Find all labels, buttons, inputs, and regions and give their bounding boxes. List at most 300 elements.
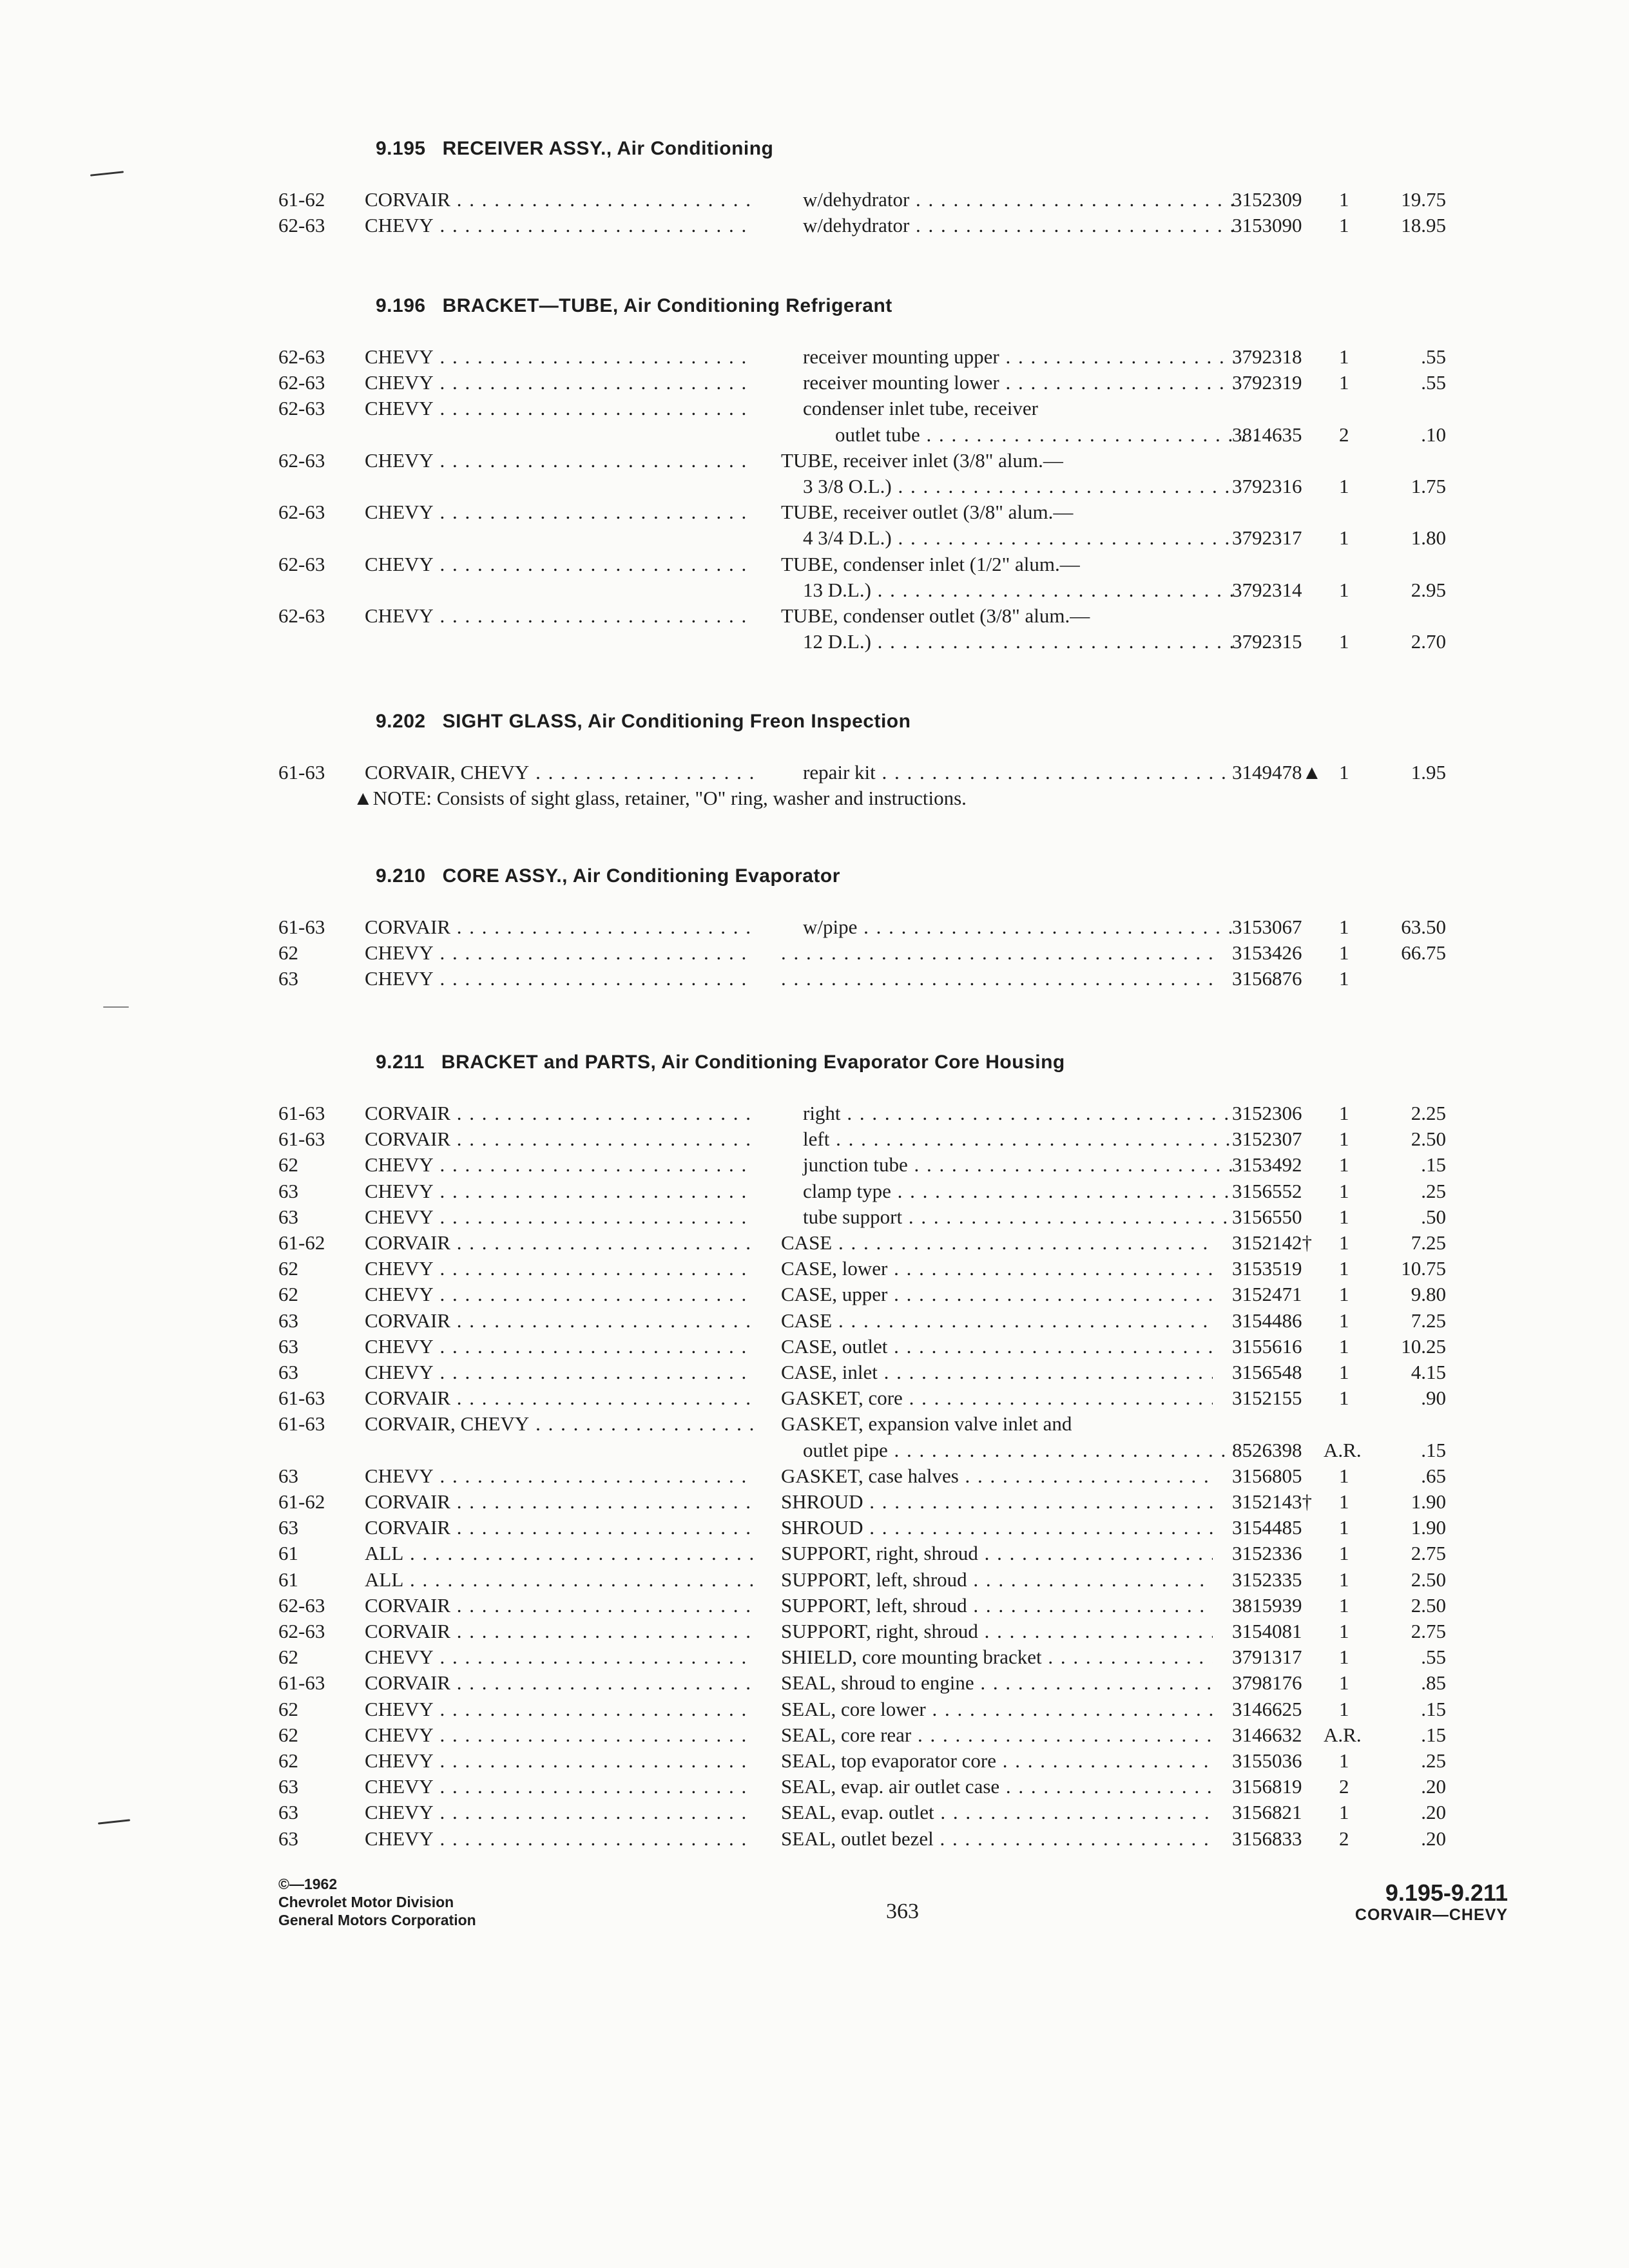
part-description-text: SUPPORT, right, shroud	[781, 1542, 978, 1564]
list-price: 18.95	[1401, 214, 1446, 236]
list-price: .25	[1421, 1749, 1446, 1772]
vehicle-model-label: CHEVY	[365, 1206, 434, 1228]
list-price: .25	[1421, 1180, 1446, 1202]
model-year: 61-63	[278, 1102, 325, 1124]
section-title: RECEIVER ASSY., Air Conditioning	[442, 138, 774, 159]
part-description-text: SEAL, outlet bezel	[781, 1827, 934, 1850]
list-price: 7.25	[1411, 1231, 1446, 1254]
part-description	[781, 1231, 1213, 1254]
part-number: 3154485	[1232, 1516, 1302, 1539]
quantity: 1	[1339, 630, 1349, 653]
part-description-text: SEAL, evap. outlet	[781, 1801, 934, 1823]
table-row	[0, 449, 1629, 475]
part-description	[781, 1335, 1213, 1358]
quantity: 1	[1339, 579, 1349, 601]
table-row	[0, 941, 1629, 967]
vehicle-model-label: CHEVY	[365, 941, 434, 964]
vehicle-model-label: CHEVY	[365, 967, 434, 990]
model-year: 63	[278, 1335, 298, 1358]
part-description-text: w/pipe	[803, 916, 858, 938]
table-row	[0, 1309, 1629, 1335]
table-row	[0, 1490, 1629, 1516]
table-row	[0, 1412, 1629, 1438]
part-description-text: TUBE, receiver outlet (3/8" alum.—	[781, 501, 1074, 523]
section-heading	[376, 138, 773, 160]
model-year: 63	[278, 1309, 298, 1332]
vehicle-model-label: CORVAIR	[365, 1516, 451, 1539]
vehicle-model	[365, 553, 755, 576]
table-row	[0, 1620, 1629, 1646]
table-row	[0, 1568, 1629, 1594]
list-price: .55	[1421, 1646, 1446, 1668]
vehicle-model-label: CORVAIR	[365, 1490, 451, 1513]
section-title: SIGHT GLASS, Air Conditioning Freon Inspection	[442, 711, 911, 732]
vehicle-model	[365, 1749, 755, 1773]
vehicle-model	[365, 1542, 755, 1565]
footer-subtitle: CORVAIR—CHEVY	[1354, 1906, 1508, 1924]
model-year: 62	[278, 1153, 298, 1176]
vehicle-model	[365, 1180, 755, 1203]
section-number: 9.210	[376, 865, 426, 887]
vehicle-model-label: CORVAIR	[365, 1387, 451, 1409]
table-row	[0, 1646, 1629, 1671]
part-number: 3792314	[1232, 579, 1302, 601]
list-price: 9.80	[1411, 1283, 1446, 1305]
part-description-text: SHROUD	[781, 1516, 863, 1539]
list-price: .50	[1421, 1206, 1446, 1228]
model-year: 62-63	[278, 371, 325, 394]
section-heading	[376, 711, 911, 733]
part-description	[781, 449, 1213, 472]
list-price: .15	[1421, 1439, 1446, 1461]
vehicle-model-label: CORVAIR	[365, 1128, 451, 1150]
part-number: 3152142†	[1232, 1231, 1312, 1254]
part-description	[781, 1646, 1213, 1669]
part-number: 3152335	[1232, 1568, 1302, 1591]
quantity: 1	[1339, 526, 1349, 549]
model-year: 62-63	[278, 345, 325, 368]
quantity: 1	[1339, 1465, 1349, 1487]
part-description	[781, 1361, 1213, 1384]
section-title: BRACKET—TUBE, Air Conditioning Refrigerant	[442, 295, 892, 316]
quantity: 1	[1339, 1671, 1349, 1694]
vehicle-model-label: CHEVY	[365, 1775, 434, 1798]
part-number: 3156819	[1232, 1775, 1302, 1798]
part-number: 3792318	[1232, 345, 1302, 368]
part-description	[781, 526, 1235, 550]
quantity: 1	[1339, 1801, 1349, 1823]
vehicle-model-label: CHEVY	[365, 449, 434, 472]
footer-division: Chevrolet Motor Division	[278, 1894, 454, 1910]
part-description-text: CASE	[781, 1309, 833, 1332]
part-number: 3156876	[1232, 967, 1302, 990]
section-title: BRACKET and PARTS, Air Conditioning Evaporator Core Housing	[441, 1052, 1065, 1073]
part-number: 3156805	[1232, 1465, 1302, 1487]
part-number: 3792317	[1232, 526, 1302, 549]
part-description-text: receiver mounting lower	[803, 371, 999, 394]
list-price: 1.90	[1411, 1516, 1446, 1539]
part-description-text: CASE, upper	[781, 1283, 888, 1305]
vehicle-model-label: CHEVY	[365, 553, 434, 575]
part-number: 8526398	[1232, 1439, 1302, 1461]
vehicle-model-label: CORVAIR	[365, 1102, 451, 1124]
part-description	[781, 1180, 1235, 1203]
part-description-text: w/dehydrator	[803, 188, 910, 211]
list-price: 19.75	[1401, 188, 1446, 211]
section-heading	[376, 865, 840, 887]
quantity: 2	[1339, 1827, 1349, 1850]
part-description-text: SHROUD	[781, 1490, 863, 1513]
vehicle-model	[365, 1128, 755, 1151]
table-row	[0, 1231, 1629, 1257]
section-heading	[376, 1052, 1065, 1073]
part-description	[781, 553, 1213, 576]
vehicle-model-label: CHEVY	[365, 214, 434, 236]
part-description	[781, 1465, 1213, 1488]
model-year: 62	[278, 1749, 298, 1772]
part-description-text: TUBE, receiver inlet (3/8" alum.—	[781, 449, 1063, 472]
model-year: 61-63	[278, 1387, 325, 1409]
part-number: 3156833	[1232, 1827, 1302, 1850]
quantity: 1	[1339, 1128, 1349, 1150]
table-row-continuation	[0, 579, 1629, 604]
part-number: 3792316	[1232, 475, 1302, 497]
table-row	[0, 1775, 1629, 1801]
model-year: 61-62	[278, 1231, 325, 1254]
vehicle-model-label: CHEVY	[365, 371, 434, 394]
part-number: 3152155	[1232, 1387, 1302, 1409]
table-row	[0, 214, 1629, 240]
list-price: .65	[1421, 1465, 1446, 1487]
table-row	[0, 916, 1629, 941]
table-row	[0, 188, 1629, 214]
vehicle-model-label: ALL	[365, 1568, 404, 1591]
table-row	[0, 967, 1629, 993]
list-price: 1.95	[1411, 761, 1446, 783]
part-number: 3156821	[1232, 1801, 1302, 1823]
part-description	[781, 1568, 1213, 1591]
vehicle-model-label: CHEVY	[365, 397, 434, 419]
table-row	[0, 1465, 1629, 1490]
table-row	[0, 1335, 1629, 1361]
part-description	[781, 1153, 1235, 1177]
part-description	[781, 967, 1213, 990]
quantity: 1	[1339, 214, 1349, 236]
model-year: 62	[278, 1257, 298, 1280]
quantity: 1	[1339, 1335, 1349, 1358]
section-number: 9.195	[376, 138, 426, 159]
vehicle-model-label: CORVAIR	[365, 916, 451, 938]
table-row	[0, 1516, 1629, 1542]
quantity: 2	[1339, 423, 1349, 446]
part-description-text: SUPPORT, left, shroud	[781, 1568, 967, 1591]
model-year: 61	[278, 1568, 298, 1591]
model-year: 62-63	[278, 604, 325, 627]
part-number: 3152307	[1232, 1128, 1302, 1150]
table-row	[0, 761, 1629, 787]
vehicle-model	[365, 1283, 755, 1306]
vehicle-model	[365, 1490, 755, 1514]
vehicle-model	[365, 1102, 755, 1125]
quantity: A.R.	[1324, 1724, 1362, 1746]
part-description-text: TUBE, condenser inlet (1/2" alum.—	[781, 553, 1080, 575]
part-description-text: GASKET, expansion valve inlet and	[781, 1412, 1072, 1435]
model-year: 62-63	[278, 1620, 325, 1642]
model-year: 61-62	[278, 188, 325, 211]
part-description	[781, 579, 1235, 602]
model-year: 62	[278, 1283, 298, 1305]
table-row	[0, 604, 1629, 630]
list-price: 1.90	[1411, 1490, 1446, 1513]
part-number: 3154081	[1232, 1620, 1302, 1642]
part-description	[781, 397, 1235, 420]
vehicle-model	[365, 1724, 755, 1747]
vehicle-model	[365, 1361, 755, 1384]
table-row	[0, 501, 1629, 526]
list-price: .85	[1421, 1671, 1446, 1694]
section-note: ▲NOTE: Consists of sight glass, retainer, "O" ring, washer and instructions.	[353, 787, 967, 809]
part-description	[781, 475, 1235, 498]
part-description-text: SEAL, evap. air outlet case	[781, 1775, 1000, 1798]
part-description	[781, 1542, 1213, 1565]
table-row	[0, 1542, 1629, 1568]
part-description-text: SHIELD, core mounting bracket	[781, 1646, 1042, 1668]
part-description-text: SEAL, top evaporator core	[781, 1749, 996, 1772]
part-description-text: condenser inlet tube, receiver	[803, 397, 1038, 419]
table-row	[0, 1180, 1629, 1206]
part-number: 3153519	[1232, 1257, 1302, 1280]
model-year: 62	[278, 1698, 298, 1720]
list-price: .90	[1421, 1387, 1446, 1409]
list-price: 2.50	[1411, 1594, 1446, 1617]
list-price: .55	[1421, 371, 1446, 394]
quantity: 1	[1339, 1516, 1349, 1539]
vehicle-model-label: CHEVY	[365, 1827, 434, 1850]
part-description	[781, 1257, 1213, 1280]
part-description	[781, 1827, 1213, 1850]
part-description	[781, 604, 1213, 628]
part-number: 3153090	[1232, 214, 1302, 236]
part-number: 3152306	[1232, 1102, 1302, 1124]
vehicle-model-label: CHEVY	[365, 1801, 434, 1823]
model-year: 61-63	[278, 1412, 325, 1435]
table-row	[0, 397, 1629, 423]
quantity: 1	[1339, 1283, 1349, 1305]
part-description-text: receiver mounting upper	[803, 345, 999, 368]
model-year: 62	[278, 941, 298, 964]
vehicle-model-label: CHEVY	[365, 1257, 434, 1280]
table-row	[0, 1724, 1629, 1749]
part-description-text: repair kit	[803, 761, 876, 783]
section-title: CORE ASSY., Air Conditioning Evaporator	[442, 865, 840, 887]
vehicle-model	[365, 1671, 755, 1695]
vehicle-model-label: CHEVY	[365, 1646, 434, 1668]
vehicle-model	[365, 941, 755, 965]
table-row	[0, 1594, 1629, 1620]
vehicle-model-label: CHEVY	[365, 1153, 434, 1176]
vehicle-model	[365, 1412, 755, 1436]
model-year: 62-63	[278, 501, 325, 523]
list-price: 4.15	[1411, 1361, 1446, 1383]
footer-corporation: General Motors Corporation	[278, 1912, 476, 1928]
part-description-text: tube support	[803, 1206, 903, 1228]
table-row	[0, 1361, 1629, 1387]
quantity: A.R.	[1324, 1439, 1362, 1461]
quantity: 1	[1339, 1568, 1349, 1591]
table-row	[0, 1128, 1629, 1153]
part-description-text: right	[803, 1102, 841, 1124]
model-year: 63	[278, 1180, 298, 1202]
part-description	[781, 345, 1235, 369]
part-description-text: CASE, inlet	[781, 1361, 878, 1383]
part-description-text: left	[803, 1128, 830, 1150]
part-description	[781, 1749, 1213, 1773]
part-description-text: 3 3/8 O.L.)	[803, 475, 892, 497]
table-row-continuation	[0, 526, 1629, 552]
list-price: 2.95	[1411, 579, 1446, 601]
list-price: 2.70	[1411, 630, 1446, 653]
quantity: 2	[1339, 1775, 1349, 1798]
table-row	[0, 1698, 1629, 1724]
part-description-text: SEAL, core rear	[781, 1724, 912, 1746]
part-description	[781, 1620, 1213, 1643]
part-number: 3791317	[1232, 1646, 1302, 1668]
model-year: 63	[278, 1516, 298, 1539]
list-price: .55	[1421, 345, 1446, 368]
model-year: 62-63	[278, 553, 325, 575]
model-year: 63	[278, 1465, 298, 1487]
part-description-text: 12 D.L.)	[803, 630, 871, 653]
part-description-text: GASKET, case halves	[781, 1465, 959, 1487]
list-price: .20	[1421, 1775, 1446, 1798]
part-description-text: GASKET, core	[781, 1387, 903, 1409]
part-description-text: 13 D.L.)	[803, 579, 871, 601]
quantity: 1	[1339, 1698, 1349, 1720]
part-description	[781, 630, 1235, 653]
part-description	[781, 761, 1235, 784]
vehicle-model-label: CORVAIR	[365, 1594, 451, 1617]
part-description-text: SUPPORT, left, shroud	[781, 1594, 967, 1617]
quantity: 1	[1339, 1749, 1349, 1772]
part-description-text: clamp type	[803, 1180, 891, 1202]
part-description	[781, 941, 1213, 965]
vehicle-model-label: CHEVY	[365, 501, 434, 523]
part-description-text: CASE, lower	[781, 1257, 888, 1280]
quantity: 1	[1339, 1620, 1349, 1642]
table-row	[0, 1827, 1629, 1853]
quantity: 1	[1339, 941, 1349, 964]
table-row	[0, 553, 1629, 579]
part-description	[781, 1439, 1235, 1462]
model-year: 63	[278, 967, 298, 990]
table-row	[0, 1283, 1629, 1309]
quantity: 1	[1339, 916, 1349, 938]
vehicle-model	[365, 1646, 755, 1669]
list-price: .20	[1421, 1801, 1446, 1823]
model-year: 61-62	[278, 1490, 325, 1513]
part-description	[781, 1283, 1213, 1306]
part-description	[781, 1102, 1235, 1125]
part-number: 3154486	[1232, 1309, 1302, 1332]
vehicle-model-label: CHEVY	[365, 1361, 434, 1383]
part-description-text: 4 3/4 D.L.)	[803, 526, 892, 549]
part-number: 3155616	[1232, 1335, 1302, 1358]
part-description-text: CASE	[781, 1231, 833, 1254]
section-number: 9.196	[376, 295, 426, 316]
part-description-text: CASE, outlet	[781, 1335, 888, 1358]
part-number: 3792319	[1232, 371, 1302, 394]
model-year: 62	[278, 1724, 298, 1746]
part-number: 3792315	[1232, 630, 1302, 653]
section-number: 9.211	[376, 1052, 425, 1073]
footer-range: 9.195-9.211	[1385, 1879, 1508, 1906]
part-description	[781, 1128, 1235, 1151]
footer-publisher	[278, 1875, 476, 1929]
part-description	[781, 1594, 1213, 1617]
part-description	[781, 371, 1235, 394]
list-price: .20	[1421, 1827, 1446, 1850]
vehicle-model-label: CHEVY	[365, 1698, 434, 1720]
quantity: 1	[1339, 345, 1349, 368]
table-row-continuation	[0, 475, 1629, 501]
part-number: 3814635	[1232, 423, 1302, 446]
list-price: 10.75	[1401, 1257, 1446, 1280]
part-description	[781, 188, 1235, 211]
quantity: 1	[1339, 1153, 1349, 1176]
part-number: 3146632	[1232, 1724, 1302, 1746]
vehicle-model	[365, 1801, 755, 1824]
part-description-text: w/dehydrator	[803, 214, 910, 236]
model-year: 62	[278, 1646, 298, 1668]
part-number: 3152309	[1232, 188, 1302, 211]
scan-mark	[103, 1006, 129, 1008]
list-price: .10	[1421, 423, 1446, 446]
part-number: 3152143†	[1232, 1490, 1312, 1513]
quantity: 1	[1339, 1180, 1349, 1202]
quantity: 1	[1339, 1309, 1349, 1332]
vehicle-model	[365, 1516, 755, 1539]
vehicle-model-label: CHEVY	[365, 345, 434, 368]
vehicle-model-label: ALL	[365, 1542, 404, 1564]
list-price: 1.75	[1411, 475, 1446, 497]
list-price: 10.25	[1401, 1335, 1446, 1358]
model-year: 62-63	[278, 214, 325, 236]
part-description	[781, 1206, 1235, 1229]
vehicle-model	[365, 449, 755, 472]
vehicle-model-label: CHEVY	[365, 1724, 434, 1746]
model-year: 62-63	[278, 1594, 325, 1617]
vehicle-model	[365, 1335, 755, 1358]
quantity: 1	[1339, 1231, 1349, 1254]
page-number: 363	[886, 1899, 919, 1923]
model-year: 63	[278, 1206, 298, 1228]
list-price: 2.75	[1411, 1542, 1446, 1564]
part-description-text: outlet pipe	[803, 1439, 888, 1461]
part-number: 3146625	[1232, 1698, 1302, 1720]
vehicle-model	[365, 371, 755, 394]
list-price: 2.50	[1411, 1568, 1446, 1591]
vehicle-model	[365, 761, 755, 784]
vehicle-model	[365, 501, 755, 524]
part-description	[781, 1490, 1213, 1514]
vehicle-model-label: CHEVY	[365, 1283, 434, 1305]
list-price: 7.25	[1411, 1309, 1446, 1332]
model-year: 62-63	[278, 397, 325, 419]
part-number: 3798176	[1232, 1671, 1302, 1694]
vehicle-model	[365, 1827, 755, 1850]
list-price: 63.50	[1401, 916, 1446, 938]
part-description-text: outlet tube	[835, 423, 920, 446]
